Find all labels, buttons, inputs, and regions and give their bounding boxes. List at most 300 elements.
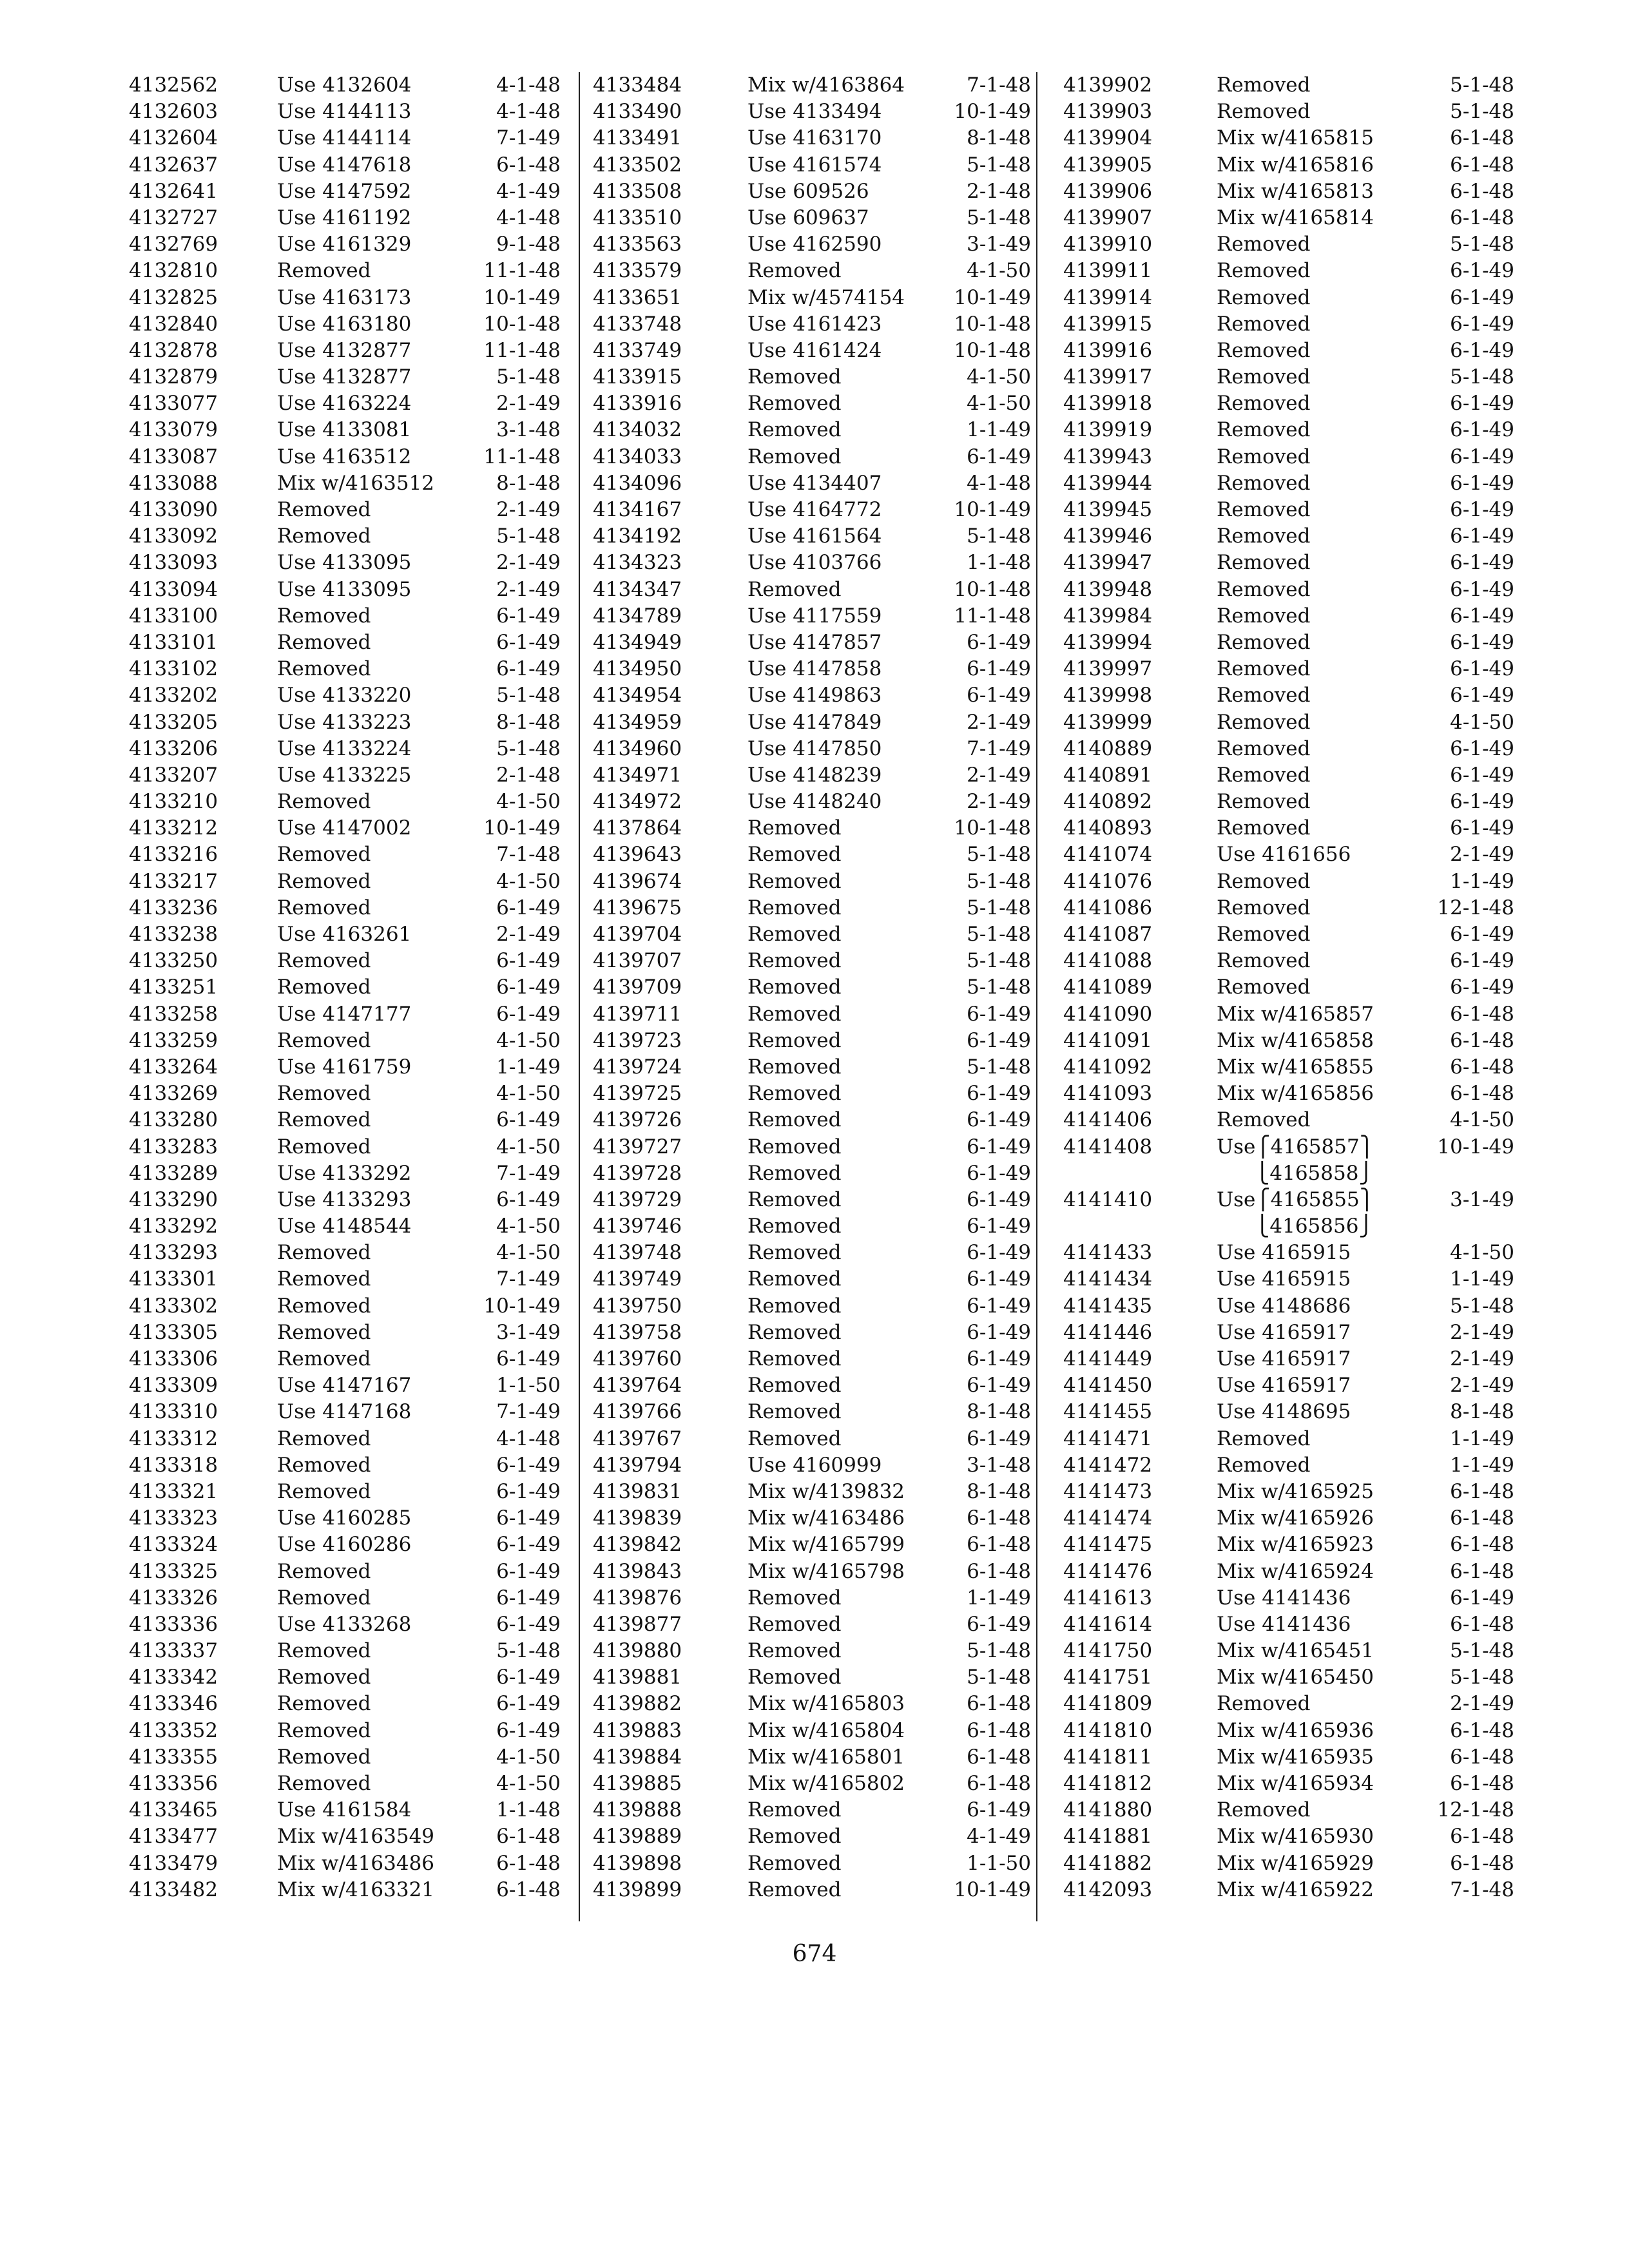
part-number: 4141446	[1063, 1320, 1153, 1344]
part-number: 4139760	[593, 1347, 682, 1370]
effective-date: 6-1-48	[1450, 1718, 1514, 1742]
list-item	[129, 205, 561, 231]
part-number: 4141450	[1063, 1374, 1153, 1398]
disposition: Removed	[277, 1267, 371, 1291]
effective-date: 11-1-48	[483, 445, 561, 468]
list-item	[1063, 1293, 1514, 1320]
disposition: Removed	[277, 1135, 371, 1158]
effective-date: 2-1-49	[1450, 1692, 1514, 1716]
list-item	[593, 1505, 1031, 1532]
part-number: 4134347	[593, 577, 682, 601]
part-number: 4133212	[129, 816, 218, 840]
list-item	[129, 178, 561, 205]
effective-date: 6-1-48	[1450, 1055, 1514, 1079]
list-item	[1063, 338, 1514, 364]
disposition: Removed	[747, 1135, 842, 1158]
disposition: Removed	[1217, 975, 1311, 999]
effective-date: 2-1-49	[496, 577, 561, 601]
list-item	[129, 311, 561, 338]
effective-date: 6-1-49	[496, 630, 561, 654]
part-number: 4139984	[1063, 604, 1153, 628]
part-number: 4133323	[129, 1506, 218, 1530]
effective-date: 6-1-49	[1450, 259, 1514, 283]
effective-date: 6-1-49	[967, 1028, 1031, 1052]
part-number: 4134971	[593, 763, 682, 787]
effective-date: 10-1-48	[483, 312, 561, 336]
effective-date: 1-1-49	[1450, 869, 1514, 893]
effective-date: 6-1-49	[496, 1692, 561, 1716]
disposition: Removed	[747, 869, 842, 893]
part-number: 4133915	[593, 365, 682, 389]
disposition: Removed	[277, 975, 371, 999]
part-number: 4132878	[129, 338, 218, 362]
disposition: Mix w/4165815	[1217, 126, 1374, 150]
effective-date: 5-1-48	[967, 1666, 1031, 1689]
disposition: Removed	[1217, 259, 1311, 283]
list-item	[1063, 921, 1514, 948]
part-number: 4139883	[593, 1718, 682, 1742]
effective-date: 2-1-49	[967, 763, 1031, 787]
effective-date: 4-1-50	[496, 1745, 561, 1769]
disposition: Mix w/4165934	[1217, 1772, 1374, 1795]
part-number: 4139674	[593, 869, 682, 893]
list-item	[593, 1585, 1031, 1611]
disposition: Use 4162590	[747, 233, 882, 256]
list-item	[593, 1452, 1031, 1479]
effective-date: 6-1-49	[496, 1506, 561, 1530]
part-number: 4139902	[1063, 73, 1153, 97]
list-item	[129, 1585, 561, 1611]
effective-date: 12-1-48	[1437, 1798, 1514, 1822]
effective-date: 6-1-48	[1450, 1825, 1514, 1849]
effective-date: 5-1-48	[1450, 233, 1514, 256]
effective-date: 6-1-49	[1450, 577, 1514, 601]
list-item	[129, 1001, 561, 1028]
list-item	[129, 841, 561, 868]
list-item	[593, 1054, 1031, 1081]
part-number: 4139903	[1063, 100, 1153, 124]
part-number: 4133102	[129, 657, 218, 681]
part-number: 4141410	[1063, 1187, 1153, 1211]
part-number: 4133310	[129, 1400, 218, 1424]
list-item	[1063, 1691, 1514, 1717]
disposition: Use 4133095	[277, 577, 412, 601]
disposition: Removed	[277, 1082, 371, 1106]
disposition: Removed	[277, 1718, 371, 1742]
disposition: Use 4163512	[277, 445, 412, 468]
disposition: Removed	[1217, 73, 1311, 97]
disposition: Removed	[1217, 233, 1311, 256]
list-item	[593, 1081, 1031, 1107]
disposition: Use 4161656	[1217, 843, 1351, 867]
part-number: 4141090	[1063, 1002, 1153, 1026]
list-item	[129, 497, 561, 523]
part-number: 4141750	[1063, 1639, 1153, 1663]
disposition: Use 4133081	[277, 418, 412, 442]
list-item	[1063, 1452, 1514, 1479]
disposition: Mix w/4165925	[1217, 1479, 1374, 1503]
part-number: 4139758	[593, 1320, 682, 1344]
effective-date: 6-1-48	[967, 1559, 1031, 1583]
list-item	[129, 1372, 561, 1399]
effective-date: 7-1-48	[1450, 1878, 1514, 1901]
list-item	[1063, 99, 1514, 125]
disposition: Use 4132604	[277, 73, 412, 97]
list-item	[129, 603, 561, 629]
part-number: 4139904	[1063, 126, 1153, 150]
effective-date: 4-1-50	[496, 790, 561, 814]
disposition: Removed	[1217, 736, 1311, 760]
list-item	[1063, 1744, 1514, 1771]
effective-date: 1-1-49	[1450, 1267, 1514, 1291]
effective-date: 6-1-49	[967, 684, 1031, 707]
disposition: Mix w/4574154	[747, 285, 905, 309]
effective-date: 6-1-48	[967, 1772, 1031, 1795]
part-number: 4132637	[129, 153, 218, 177]
disposition: Use⎧4165857⎫	[1217, 1135, 1374, 1158]
effective-date: 2-1-49	[1450, 1320, 1514, 1344]
list-item	[129, 789, 561, 815]
effective-date: 6-1-49	[967, 445, 1031, 468]
list-item	[129, 1771, 561, 1797]
list-item	[1063, 550, 1514, 576]
disposition: Removed	[277, 657, 371, 681]
effective-date: 3-1-48	[967, 1453, 1031, 1477]
disposition: Removed	[747, 1294, 842, 1318]
effective-date: 5-1-48	[967, 896, 1031, 919]
list-item	[593, 285, 1031, 311]
list-item	[593, 72, 1031, 99]
list-item	[1063, 125, 1514, 151]
part-number: 4132810	[129, 259, 218, 283]
list-item	[1063, 1797, 1514, 1823]
part-number: 4139885	[593, 1772, 682, 1795]
list-item	[593, 390, 1031, 417]
list-item	[593, 921, 1031, 948]
disposition: Removed	[1217, 577, 1311, 601]
list-item	[129, 1505, 561, 1532]
list-item	[129, 1559, 561, 1585]
list-item	[1063, 577, 1514, 603]
list-item	[129, 1134, 561, 1160]
disposition: Use 609526	[747, 179, 869, 203]
list-item	[1063, 417, 1514, 443]
part-number: 4134096	[593, 471, 682, 495]
list-item	[1063, 205, 1514, 231]
part-number: 4133346	[129, 1692, 218, 1716]
list-item	[593, 709, 1031, 736]
part-number: 4141473	[1063, 1479, 1153, 1503]
disposition: Removed	[747, 392, 842, 416]
list-item	[129, 1797, 561, 1823]
part-number: 4134167	[593, 498, 682, 521]
effective-date: 10-1-48	[954, 312, 1031, 336]
effective-date: 5-1-48	[496, 524, 561, 548]
list-item	[1063, 1664, 1514, 1691]
part-number: 4134959	[593, 710, 682, 734]
effective-date: 10-1-48	[954, 577, 1031, 601]
part-number: 4133312	[129, 1427, 218, 1450]
list-item	[129, 1160, 561, 1187]
disposition: Removed	[1217, 392, 1311, 416]
disposition: Use 4160285	[277, 1506, 412, 1530]
part-number: 4132641	[129, 179, 218, 203]
effective-date: 5-1-48	[1450, 1666, 1514, 1689]
part-number: 4139839	[593, 1506, 682, 1530]
effective-date: 6-1-49	[496, 1533, 561, 1557]
list-item	[593, 1426, 1031, 1452]
disposition: Removed	[277, 1320, 371, 1344]
effective-date: 6-1-49	[1450, 975, 1514, 999]
list-item	[593, 656, 1031, 682]
part-number: 4139749	[593, 1267, 682, 1291]
list-item	[129, 1081, 561, 1107]
list-item	[129, 1107, 561, 1133]
effective-date: 8-1-48	[1450, 1400, 1514, 1424]
disposition: Removed	[1217, 524, 1311, 548]
list-item	[593, 1001, 1031, 1028]
list-item	[593, 841, 1031, 868]
list-item	[129, 390, 561, 417]
part-number: 4139882	[593, 1692, 682, 1716]
effective-date: 4-1-50	[496, 1772, 561, 1795]
disposition: Use 4147592	[277, 179, 412, 203]
list-item	[1063, 1399, 1514, 1425]
effective-date: 7-1-49	[496, 126, 561, 150]
part-number: 4132562	[129, 73, 218, 97]
list-item	[593, 470, 1031, 497]
effective-date: 4-1-50	[496, 1135, 561, 1158]
disposition: Removed	[747, 365, 842, 389]
list-item	[593, 417, 1031, 443]
effective-date: 6-1-48	[1450, 1506, 1514, 1530]
effective-date: 6-1-49	[967, 1187, 1031, 1211]
effective-date: 7-1-48	[496, 843, 561, 867]
disposition: Removed	[1217, 1692, 1311, 1716]
part-number: 4134323	[593, 551, 682, 575]
disposition: Use 4133268	[277, 1612, 412, 1636]
effective-date: 1-1-50	[496, 1374, 561, 1398]
effective-date: 6-1-49	[496, 1108, 561, 1132]
disposition: Removed	[747, 1082, 842, 1106]
effective-date: 2-1-49	[1450, 1347, 1514, 1370]
effective-date: 6-1-49	[1450, 392, 1514, 416]
list-item	[1063, 311, 1514, 338]
part-number: 4133101	[129, 630, 218, 654]
effective-date: 4-1-50	[496, 869, 561, 893]
list-item	[1063, 948, 1514, 974]
disposition: Use 4147618	[277, 153, 412, 177]
effective-date: 4-1-49	[496, 179, 561, 203]
list-item	[129, 1426, 561, 1452]
list-item	[129, 1187, 561, 1213]
effective-date: 2-1-49	[1450, 1374, 1514, 1398]
part-number: 4139905	[1063, 153, 1153, 177]
list-item	[1063, 1081, 1514, 1107]
effective-date: 1-1-48	[496, 1798, 561, 1822]
list-item	[593, 1399, 1031, 1425]
list-item	[593, 550, 1031, 576]
part-number: 4133325	[129, 1559, 218, 1583]
effective-date: 5-1-48	[967, 975, 1031, 999]
part-number: 4139748	[593, 1241, 682, 1265]
part-number: 4141472	[1063, 1453, 1153, 1477]
part-number: 4139711	[593, 1002, 682, 1026]
part-number: 4139997	[1063, 657, 1153, 681]
effective-date: 11-1-48	[483, 338, 561, 362]
disposition: Use 4133293	[277, 1187, 412, 1211]
disposition: Mix w/4165935	[1217, 1745, 1374, 1769]
list-item	[593, 152, 1031, 178]
disposition: Use 4161192	[277, 206, 412, 229]
part-number: 4141812	[1063, 1772, 1153, 1795]
effective-date: 1-1-48	[967, 551, 1031, 575]
list-item	[1063, 789, 1514, 815]
part-number: 4141435	[1063, 1294, 1153, 1318]
part-number: 4133250	[129, 949, 218, 973]
list-item	[593, 603, 1031, 629]
part-number: 4139898	[593, 1851, 682, 1875]
list-item	[593, 1372, 1031, 1399]
part-number: 4133479	[129, 1851, 218, 1875]
disposition: Use 4161759	[277, 1055, 412, 1079]
disposition: Removed	[277, 259, 371, 283]
list-item	[1063, 656, 1514, 682]
part-number: 4139727	[593, 1135, 682, 1158]
part-number: 4133465	[129, 1798, 218, 1822]
list-item	[1063, 72, 1514, 99]
effective-date: 10-1-48	[954, 338, 1031, 362]
part-number: 4133238	[129, 923, 218, 946]
part-number: 4142093	[1063, 1878, 1153, 1901]
effective-date: 6-1-49	[1450, 1586, 1514, 1610]
effective-date: 10-1-49	[483, 285, 561, 309]
list-item	[593, 1797, 1031, 1823]
part-number: 4132825	[129, 285, 218, 309]
disposition: Removed	[747, 816, 842, 840]
part-number: 4133324	[129, 1533, 218, 1557]
part-number: 4133217	[129, 869, 218, 893]
disposition: ⎩4165858⎭	[1217, 1161, 1374, 1185]
list-item	[129, 1664, 561, 1691]
disposition: Removed	[747, 418, 842, 442]
disposition: Use 4134407	[747, 471, 882, 495]
disposition: Removed	[1217, 816, 1311, 840]
part-number: 4139945	[1063, 498, 1153, 521]
part-number: 4139914	[1063, 285, 1153, 309]
effective-date: 4-1-50	[496, 1028, 561, 1052]
part-number: 4141811	[1063, 1745, 1153, 1769]
list-item	[593, 178, 1031, 205]
disposition: Removed	[1217, 923, 1311, 946]
disposition: Mix w/4165855	[1217, 1055, 1374, 1079]
effective-date: 11-1-48	[954, 604, 1031, 628]
effective-date: 7-1-48	[967, 73, 1031, 97]
disposition: Removed	[1217, 1108, 1311, 1132]
effective-date: 6-1-49	[496, 1586, 561, 1610]
effective-date: 4-1-49	[967, 1825, 1031, 1849]
part-number: 4133293	[129, 1241, 218, 1265]
list-item	[1063, 1134, 1514, 1160]
effective-date: 6-1-49	[967, 1612, 1031, 1636]
part-number: 4139916	[1063, 338, 1153, 362]
part-number: 4139943	[1063, 445, 1153, 468]
effective-date: 5-1-48	[967, 206, 1031, 229]
list-item	[593, 338, 1031, 364]
part-number: 4141088	[1063, 949, 1153, 973]
disposition: Mix w/4165922	[1217, 1878, 1374, 1901]
part-number: 4140891	[1063, 763, 1153, 787]
part-number: 4133301	[129, 1267, 218, 1291]
list-item	[129, 629, 561, 656]
disposition: Removed	[277, 1294, 371, 1318]
disposition: Use 4147168	[277, 1400, 412, 1424]
part-number: 4139999	[1063, 710, 1153, 734]
disposition: Use 4148686	[1217, 1294, 1351, 1318]
part-number: 4139729	[593, 1187, 682, 1211]
effective-date: 9-1-48	[496, 233, 561, 256]
disposition: Mix w/4165798	[747, 1559, 905, 1583]
effective-date: 1-1-49	[1450, 1453, 1514, 1477]
list-item	[593, 815, 1031, 841]
list-item	[129, 1320, 561, 1346]
part-number: 4139880	[593, 1639, 682, 1663]
effective-date: 6-1-49	[496, 657, 561, 681]
part-number: 4141809	[1063, 1692, 1153, 1716]
list-item	[1063, 152, 1514, 178]
part-number: 4132769	[129, 233, 218, 256]
effective-date: 11-1-48	[483, 259, 561, 283]
part-number: 4139726	[593, 1108, 682, 1132]
part-number: 4141092	[1063, 1055, 1153, 1079]
part-number: 4133355	[129, 1745, 218, 1769]
part-number: 4141880	[1063, 1798, 1153, 1822]
effective-date: 6-1-49	[1450, 418, 1514, 442]
list-item	[593, 125, 1031, 151]
part-number: 4134033	[593, 445, 682, 468]
effective-date: 4-1-50	[1450, 1108, 1514, 1132]
part-number: 4132604	[129, 126, 218, 150]
list-item	[1063, 285, 1514, 311]
part-number: 4133280	[129, 1108, 218, 1132]
part-number: 4133088	[129, 471, 218, 495]
list-item	[593, 1240, 1031, 1266]
part-number: 4133477	[129, 1825, 218, 1849]
disposition: Removed	[747, 1612, 842, 1636]
list-item	[1063, 1585, 1514, 1611]
list-item	[1063, 1028, 1514, 1054]
disposition: Use⎧4165855⎫	[1217, 1187, 1374, 1211]
effective-date: 5-1-48	[967, 869, 1031, 893]
effective-date: 6-1-48	[1450, 126, 1514, 150]
effective-date: 4-1-50	[496, 1082, 561, 1106]
part-number: 4134950	[593, 657, 682, 681]
effective-date: 6-1-49	[1450, 285, 1514, 309]
disposition: Use 4164772	[747, 498, 882, 521]
part-number: 4133510	[593, 206, 682, 229]
effective-date: 4-1-50	[1450, 1241, 1514, 1265]
list-item	[1063, 1107, 1514, 1133]
list-item	[1063, 1213, 1501, 1240]
list-item	[1063, 1559, 1514, 1585]
effective-date: 4-1-50	[496, 1241, 561, 1265]
effective-date: 1-1-49	[967, 418, 1031, 442]
list-item	[1063, 1611, 1514, 1638]
effective-date: 6-1-49	[496, 1347, 561, 1370]
part-number: 4141614	[1063, 1612, 1153, 1636]
part-number: 4139643	[593, 843, 682, 867]
disposition: Removed	[747, 577, 842, 601]
